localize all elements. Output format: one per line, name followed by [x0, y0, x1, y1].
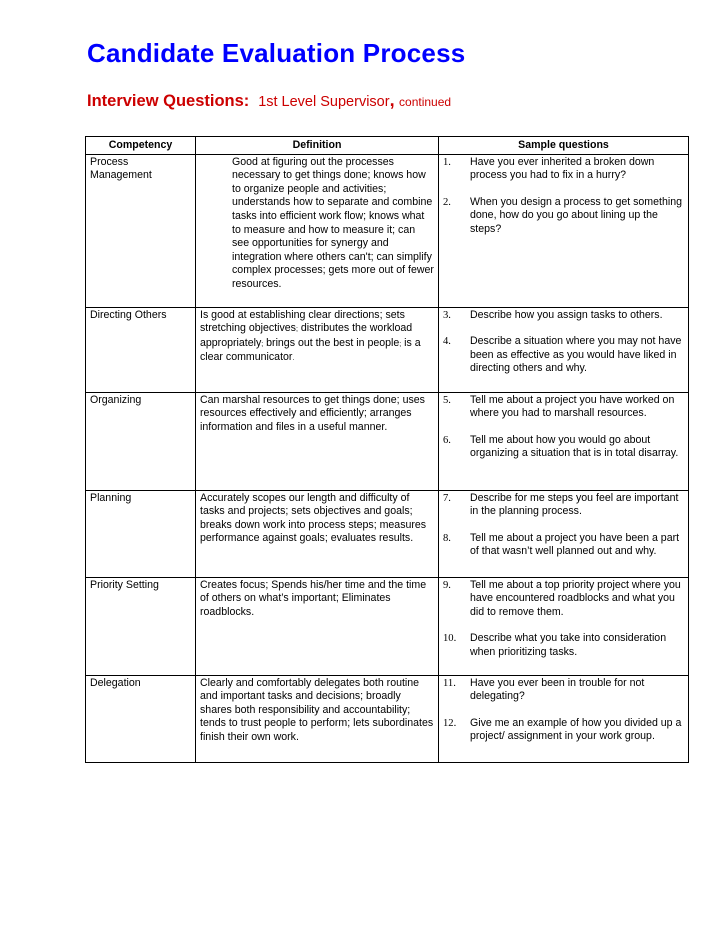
question-number: 6.: [443, 434, 451, 446]
question-text: Describe how you assign tasks to others.: [470, 308, 663, 321]
evaluation-table: [85, 136, 689, 763]
separator-mark: ;: [399, 340, 402, 348]
question-number: 2.: [443, 196, 451, 208]
subtitle-separator: ,: [389, 90, 395, 110]
question-text: Tell me about a top priority project where you have encountered roadblocks and what you did to remove them.: [470, 578, 681, 618]
question-text: Describe for me steps you feel are important in the planning process.: [470, 491, 679, 518]
definition-text: Is good at establishing clear directions; sets stretching objectives: [200, 308, 405, 335]
definition-cell: Good at figuring out the processes necessary to get things done; knows how to organize people and activities; understands how to separate and combine tasks into efficient work flow; knows what to measure and how to measure it; can see opportunities for synergy and integration where others can't; can simplify complex processes; gets more out of fewer resources.: [196, 154, 439, 307]
page-title: Candidate Evaluation Process: [87, 38, 466, 68]
question-item: [443, 532, 685, 559]
separator-mark: ;: [261, 340, 264, 348]
table-row: [86, 490, 689, 577]
question-item: [443, 196, 685, 237]
question-text: Tell me about a project you have worked on where you had to marshall resources.: [470, 393, 675, 420]
question-item: [443, 492, 685, 519]
question-item: [443, 156, 685, 183]
definition-cell: Accurately scopes our length and difficulty of tasks and projects; sets objectives and goals; breaks down work into process steps; measures performance against goals; evaluates results.: [196, 490, 439, 577]
questions-cell: [439, 490, 689, 577]
table-row: [86, 392, 689, 490]
question-item: [443, 309, 685, 323]
question-item: [443, 434, 685, 461]
definition-cell: Clearly and comfortably delegates both routine and important tasks and decisions; broadly shares both responsibility and accountability; tends to trust people to perform; lets subordinates finish their own work.: [196, 675, 439, 762]
question-text: Have you ever been in trouble for not delegating?: [470, 676, 645, 703]
competency-cell: Planning: [86, 490, 196, 577]
definition-text: is a clear communicator: [200, 336, 421, 364]
subtitle-level: 1st Level Supervisor: [258, 94, 390, 110]
page-subtitle: [87, 90, 451, 111]
question-text: Describe a situation where you may not have been as effective as you would have liked in directing others and why.: [470, 335, 682, 375]
table-row: [86, 577, 689, 675]
question-number: 11.: [443, 677, 456, 689]
questions-cell: [439, 392, 689, 490]
subtitle-main: Interview Questions:: [87, 92, 250, 110]
table-row: [86, 154, 689, 307]
table-row: [86, 675, 689, 762]
competency-cell: Priority Setting: [86, 577, 196, 675]
competency-cell: Organizing: [86, 392, 196, 490]
question-number: 5.: [443, 394, 451, 406]
question-item: [443, 335, 685, 376]
definition-cell: Can marshal resources to get things done; uses resources effectively and efficiently; arranges information and files in a useful manner.: [196, 392, 439, 490]
question-number: 1.: [443, 156, 451, 168]
question-number: 4.: [443, 336, 451, 348]
header-sample-questions: Sample questions: [439, 137, 689, 155]
questions-cell: [439, 577, 689, 675]
definition-text: distributes the workload appropriately: [200, 322, 413, 349]
separator-mark: ;: [295, 326, 298, 334]
header-definition: Definition: [196, 137, 439, 155]
question-number: 8.: [443, 532, 451, 544]
subtitle-continued: continued: [399, 95, 452, 109]
question-item: [443, 717, 685, 744]
definition-cell: Creates focus; Spends his/her time and the time of others on what’s important; Eliminates roadblocks.: [196, 577, 439, 675]
question-number: 10.: [443, 633, 457, 645]
questions-cell: [439, 675, 689, 762]
question-item: [443, 677, 685, 704]
definition-text: brings out the best in people: [263, 336, 400, 349]
competency-cell: Directing Others: [86, 307, 196, 392]
competency-cell: Process Management: [86, 154, 196, 307]
header-competency: Competency: [86, 137, 196, 155]
question-number: 12.: [443, 717, 457, 729]
separator-mark: .: [292, 355, 295, 363]
questions-cell: [439, 154, 689, 307]
questions-cell: [439, 307, 689, 392]
question-text: Tell me about a project you have been a part of that wasn’t well planned out and why.: [470, 531, 680, 558]
competency-cell: Delegation: [86, 675, 196, 762]
question-text: Have you ever inherited a broken down process you had to fix in a hurry?: [470, 155, 655, 182]
definition-cell: [196, 307, 439, 392]
question-number: 9.: [443, 579, 451, 591]
question-item: [443, 632, 685, 659]
question-text: Describe what you take into consideration when prioritizing tasks.: [470, 632, 667, 658]
question-number: 3.: [443, 309, 451, 321]
question-item: [443, 579, 685, 620]
question-text: Give me an example of how you divided up a project/ assignment in your work group.: [470, 716, 682, 743]
question-text: Tell me about how you would go about organizing a situation that is in total disarray.: [470, 433, 679, 460]
question-number: 7.: [443, 492, 451, 504]
question-text: When you design a process to get something done, how do you go about lining up the steps?: [470, 195, 682, 235]
table-row: [86, 307, 689, 392]
question-item: [443, 394, 685, 421]
table-header-row: [86, 137, 689, 155]
